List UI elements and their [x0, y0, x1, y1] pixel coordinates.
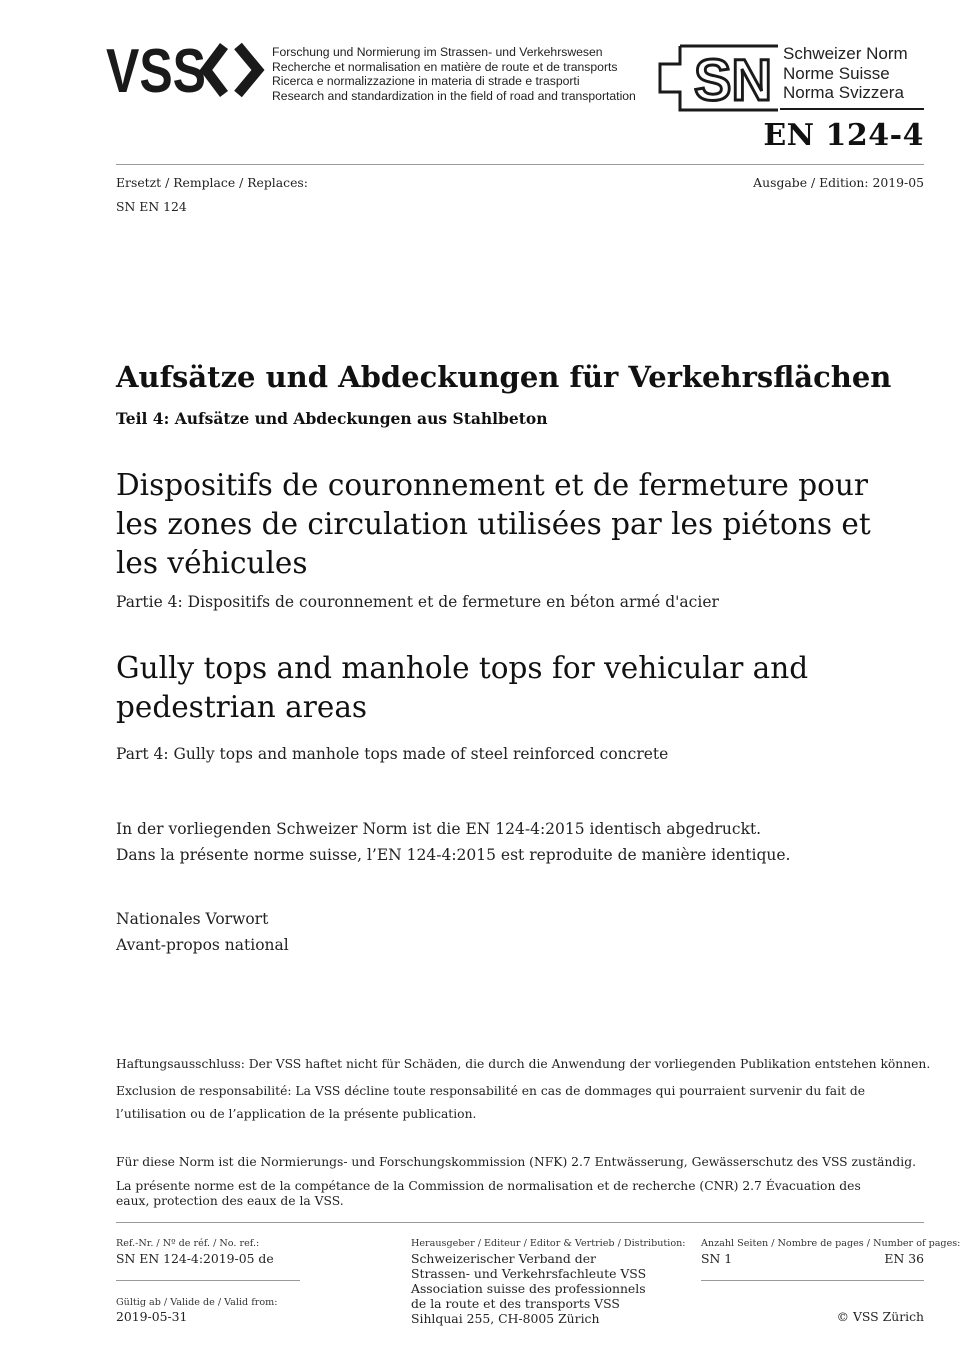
ref-number-value: SN EN 124-4:2019-05 de	[116, 1251, 274, 1266]
valid-from-value: 2019-05-31	[116, 1309, 188, 1324]
sn-logo	[658, 44, 778, 112]
pages-divider	[701, 1280, 924, 1281]
vss-logo	[106, 40, 266, 100]
sn-name-it: Norma Svizzera	[783, 83, 904, 102]
ref-number-label: Ref.-Nr. / Nº de réf. / No. ref.:	[116, 1238, 260, 1249]
identity-statement-fr: Dans la présente norme suisse, l’EN 124-4:2015 est reproduite de manière identique.	[116, 846, 791, 864]
publisher-line: Sihlquai 255, CH-8005 Zürich	[411, 1311, 600, 1326]
publisher-line: Association suisse des professionnels	[411, 1281, 646, 1296]
disclaimer-fr: Exclusion de responsabilité: La VSS décline toute responsabilité en cas de dommages qui pourraient survenir du fait de l’utilisation ou de l’application de la présente publication.	[116, 1084, 866, 1121]
vss-tagline	[272, 45, 652, 103]
title-en: Gully tops and manhole tops for vehicular and pedestrian areas	[116, 651, 809, 724]
tagline-it: Ricerca e normalizzazione in materia di strade e trasporti	[272, 74, 580, 89]
committee-note-de: Für diese Norm ist die Normierungs- und Forschungskommission (NFK) 2.7 Entwässerung, Gewässerschutz des VSS zuständig.	[116, 1155, 917, 1169]
national-foreword-de: Nationales Vorwort	[116, 910, 269, 928]
sn-names	[783, 44, 908, 103]
subtitle-en: Part 4: Gully tops and manhole tops made of steel reinforced concrete	[116, 745, 669, 763]
page-count-label: Anzahl Seiten / Nombre de pages / Number of pages:	[701, 1238, 961, 1249]
publisher-line: de la route et des transports VSS	[411, 1296, 620, 1311]
subtitle-fr: Partie 4: Dispositifs de couronnement et de fermeture en béton armé d'acier	[116, 593, 719, 611]
title-de: Aufsätze und Abdeckungen für Verkehrsflächen	[116, 360, 892, 394]
subtitle-de: Teil 4: Aufsätze und Abdeckungen aus Stahlbeton	[116, 409, 548, 428]
copyright: © VSS Zürich	[836, 1309, 924, 1324]
valid-from-label: Gültig ab / Valide de / Valid from:	[116, 1297, 278, 1308]
title-fr: Dispositifs de couronnement et de fermeture pour les zones de circulation utilisées par les piétons et les véhicules	[116, 468, 871, 580]
committee-note-fr: La présente norme est de la compétance de la Commission de normalisation et de recherche (CNR) 2.7 Évacuation des eaux, protection des eaux de la VSS.	[116, 1179, 861, 1208]
sn-name-de: Schweizer Norm	[783, 44, 908, 63]
edition: Ausgabe / Edition: 2019-05	[753, 175, 924, 190]
ref-divider	[116, 1280, 300, 1281]
footer-divider	[116, 1222, 924, 1223]
page-count-en: EN 36	[884, 1251, 924, 1266]
doc-number: EN 124-4	[763, 118, 924, 153]
publisher-line: Schweizerischer Verband der	[411, 1251, 596, 1266]
national-foreword-fr: Avant-propos national	[116, 936, 289, 954]
tagline-fr: Recherche et normalisation en matière de route et de transports	[272, 59, 618, 74]
publisher-line: Strassen- und Verkehrsfachleute VSS	[411, 1266, 647, 1281]
sn-logo-underline	[780, 108, 924, 110]
svg-text:VSS: VSS	[106, 40, 206, 100]
replaces-label: Ersetzt / Remplace / Replaces:	[116, 175, 308, 190]
tagline-en: Research and standardization in the field of road and transportation	[272, 88, 636, 103]
identity-statement-de: In der vorliegenden Schweizer Norm ist die EN 124-4:2015 identisch abgedruckt.	[116, 820, 762, 838]
tagline-de: Forschung und Normierung im Strassen- und Verkehrswesen	[272, 45, 603, 59]
header-divider	[116, 164, 924, 165]
sn-name-fr: Norme Suisse	[783, 63, 890, 83]
page-count-sn: SN 1	[701, 1251, 733, 1266]
publisher-address	[411, 1251, 646, 1326]
svg-text:SN: SN	[694, 48, 772, 112]
replaces-value: SN EN 124	[116, 199, 187, 214]
disclaimer-de: Haftungsausschluss: Der VSS haftet nicht für Schäden, die durch die Anwendung der vorliegenden Publikation entstehen können.	[116, 1057, 931, 1071]
publisher-label: Herausgeber / Editeur / Editor & Vertrieb / Distribution:	[411, 1238, 686, 1249]
